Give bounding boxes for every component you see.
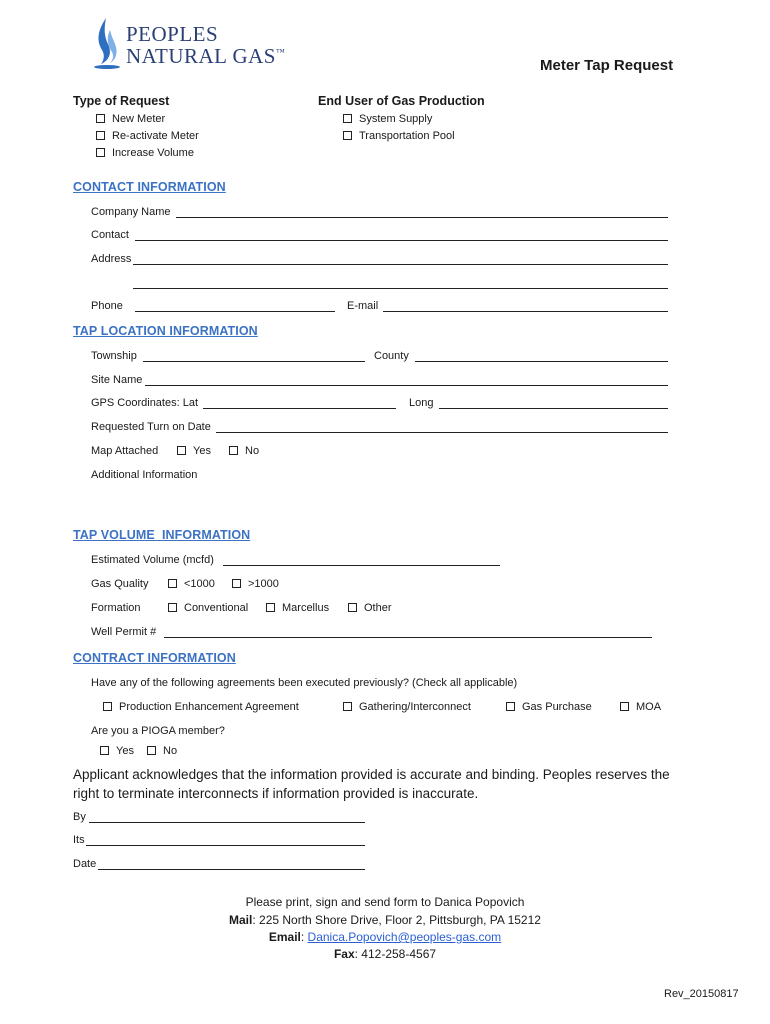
- site-name-label: Site Name: [91, 374, 143, 386]
- contract-info-heading: CONTRACT INFORMATION: [73, 651, 236, 665]
- footer-instruction: Please print, sign and send form to Danica Popovich: [245, 895, 525, 909]
- checkbox[interactable]: [100, 746, 109, 755]
- company-name-field[interactable]: [176, 217, 668, 218]
- turn-on-date-label: Requested Turn on Date: [91, 421, 211, 433]
- checkbox[interactable]: [96, 131, 105, 140]
- checkbox[interactable]: [168, 579, 177, 588]
- checkbox[interactable]: [506, 702, 515, 711]
- date-field[interactable]: [98, 869, 365, 870]
- fax-value: : 412-258-4567: [354, 947, 437, 961]
- email-label: Email: [268, 930, 301, 944]
- type-of-request-heading: Type of Request: [73, 94, 170, 108]
- estimated-volume-label: Estimated Volume (mcfd): [91, 554, 214, 566]
- address-field-line-1[interactable]: [133, 264, 668, 265]
- fax-label: Fax: [333, 947, 355, 961]
- tap-volume-heading: TAP VOLUME INFORMATION: [73, 528, 251, 542]
- county-label: County: [374, 350, 409, 362]
- pioga-question: Are you a PIOGA member?: [91, 725, 225, 737]
- mail-label: Mail: [229, 913, 253, 927]
- contact-field[interactable]: [135, 240, 668, 241]
- formation-conventional[interactable]: Conventional: [168, 602, 248, 614]
- logo-line-2: NATURAL GAS: [126, 44, 276, 68]
- checkbox[interactable]: [103, 702, 112, 711]
- pioga-yes[interactable]: Yes: [100, 745, 134, 757]
- agreement-gathering-interconnect[interactable]: Gathering/Interconnect: [343, 701, 471, 713]
- long-field[interactable]: [439, 408, 668, 409]
- checkbox[interactable]: [96, 148, 105, 157]
- option-system-supply[interactable]: System Supply: [343, 113, 432, 125]
- its-label: Its: [73, 834, 85, 846]
- contact-info-heading: CONTACT INFORMATION: [73, 180, 226, 194]
- checkbox[interactable]: [177, 446, 186, 455]
- agreements-question: Have any of the following agreements been executed previously? (Check all applicable): [91, 677, 518, 689]
- its-field[interactable]: [86, 845, 365, 846]
- agreement-moa[interactable]: MOA: [620, 701, 661, 713]
- formation-label: Formation: [91, 602, 141, 614]
- checkbox[interactable]: [348, 603, 357, 612]
- checkbox[interactable]: [96, 114, 105, 123]
- option-new-meter[interactable]: New Meter: [96, 113, 165, 125]
- gas-quality-over-1000[interactable]: >1000: [232, 578, 279, 590]
- township-label: Township: [91, 350, 137, 362]
- gps-lat-field[interactable]: [203, 408, 396, 409]
- formation-other[interactable]: Other: [348, 602, 392, 614]
- formation-marcellus[interactable]: Marcellus: [266, 602, 329, 614]
- footer-email: Email: Danica.Popovich@peoples-gas.com: [268, 930, 502, 944]
- checkbox[interactable]: [147, 746, 156, 755]
- phone-label: Phone: [91, 300, 123, 312]
- agreement-gas-purchase[interactable]: Gas Purchase: [506, 701, 592, 713]
- turn-on-date-field[interactable]: [216, 432, 668, 433]
- address-label: Address: [91, 253, 132, 265]
- estimated-volume-field[interactable]: [223, 565, 500, 566]
- footer-mail: [0, 913, 770, 927]
- well-permit-field[interactable]: [164, 637, 652, 638]
- well-permit-label: Well Permit #: [91, 626, 157, 638]
- revision-label: Rev_20150817: [664, 988, 739, 1000]
- tap-location-heading: TAP LOCATION INFORMATION: [73, 324, 258, 338]
- email-label: E-mail: [347, 300, 379, 312]
- logo-trademark: ™: [275, 47, 286, 57]
- phone-field[interactable]: [135, 311, 335, 312]
- map-attached-label: Map Attached: [91, 445, 159, 457]
- checkbox[interactable]: [266, 603, 275, 612]
- checkbox[interactable]: [343, 114, 352, 123]
- township-field[interactable]: [143, 361, 365, 362]
- by-field[interactable]: [89, 822, 365, 823]
- by-label: By: [73, 811, 86, 823]
- company-name-label: Company Name: [91, 206, 171, 218]
- gps-lat-label: GPS Coordinates: Lat: [91, 397, 199, 409]
- address-field-line-2[interactable]: [133, 288, 668, 289]
- map-attached-no[interactable]: No: [229, 445, 259, 457]
- county-field[interactable]: [415, 361, 668, 362]
- site-name-field[interactable]: [145, 385, 668, 386]
- end-user-heading: End User of Gas Production: [318, 94, 485, 108]
- checkbox[interactable]: [343, 702, 352, 711]
- checkbox[interactable]: [620, 702, 629, 711]
- checkbox[interactable]: [229, 446, 238, 455]
- option-reactivate-meter[interactable]: Re-activate Meter: [96, 130, 199, 142]
- date-label: Date: [73, 858, 97, 870]
- footer-fax: [0, 947, 770, 961]
- applicant-statement: Applicant acknowledges that the information provided is accurate and binding. Peoples reserves the right to terminate interconnects if information provided is inaccurate.: [73, 767, 670, 801]
- contact-label: Contact: [91, 229, 129, 241]
- map-attached-yes[interactable]: Yes: [177, 445, 211, 457]
- option-transportation-pool[interactable]: Transportation Pool: [343, 130, 455, 142]
- gas-quality-under-1000[interactable]: <1000: [168, 578, 215, 590]
- gas-quality-label: Gas Quality: [91, 578, 149, 590]
- agreement-production-enhancement[interactable]: Production Enhancement Agreement: [103, 701, 299, 713]
- form-title: Meter Tap Request: [540, 57, 674, 74]
- checkbox[interactable]: [343, 131, 352, 140]
- flame-logo-icon: [92, 16, 122, 70]
- checkbox[interactable]: [232, 579, 241, 588]
- option-increase-volume[interactable]: Increase Volume: [96, 147, 194, 159]
- additional-info-label: Additional Information: [91, 469, 198, 481]
- pioga-no[interactable]: No: [147, 745, 177, 757]
- mail-value: : 225 North Shore Drive, Floor 2, Pittsburgh, PA 15212: [252, 913, 541, 927]
- long-label: Long: [409, 397, 434, 409]
- email-link[interactable]: Danica.Popovich@peoples-gas.com: [307, 930, 502, 944]
- email-field[interactable]: [383, 311, 668, 312]
- logo-line-1: PEOPLES: [126, 22, 219, 46]
- checkbox[interactable]: [168, 603, 177, 612]
